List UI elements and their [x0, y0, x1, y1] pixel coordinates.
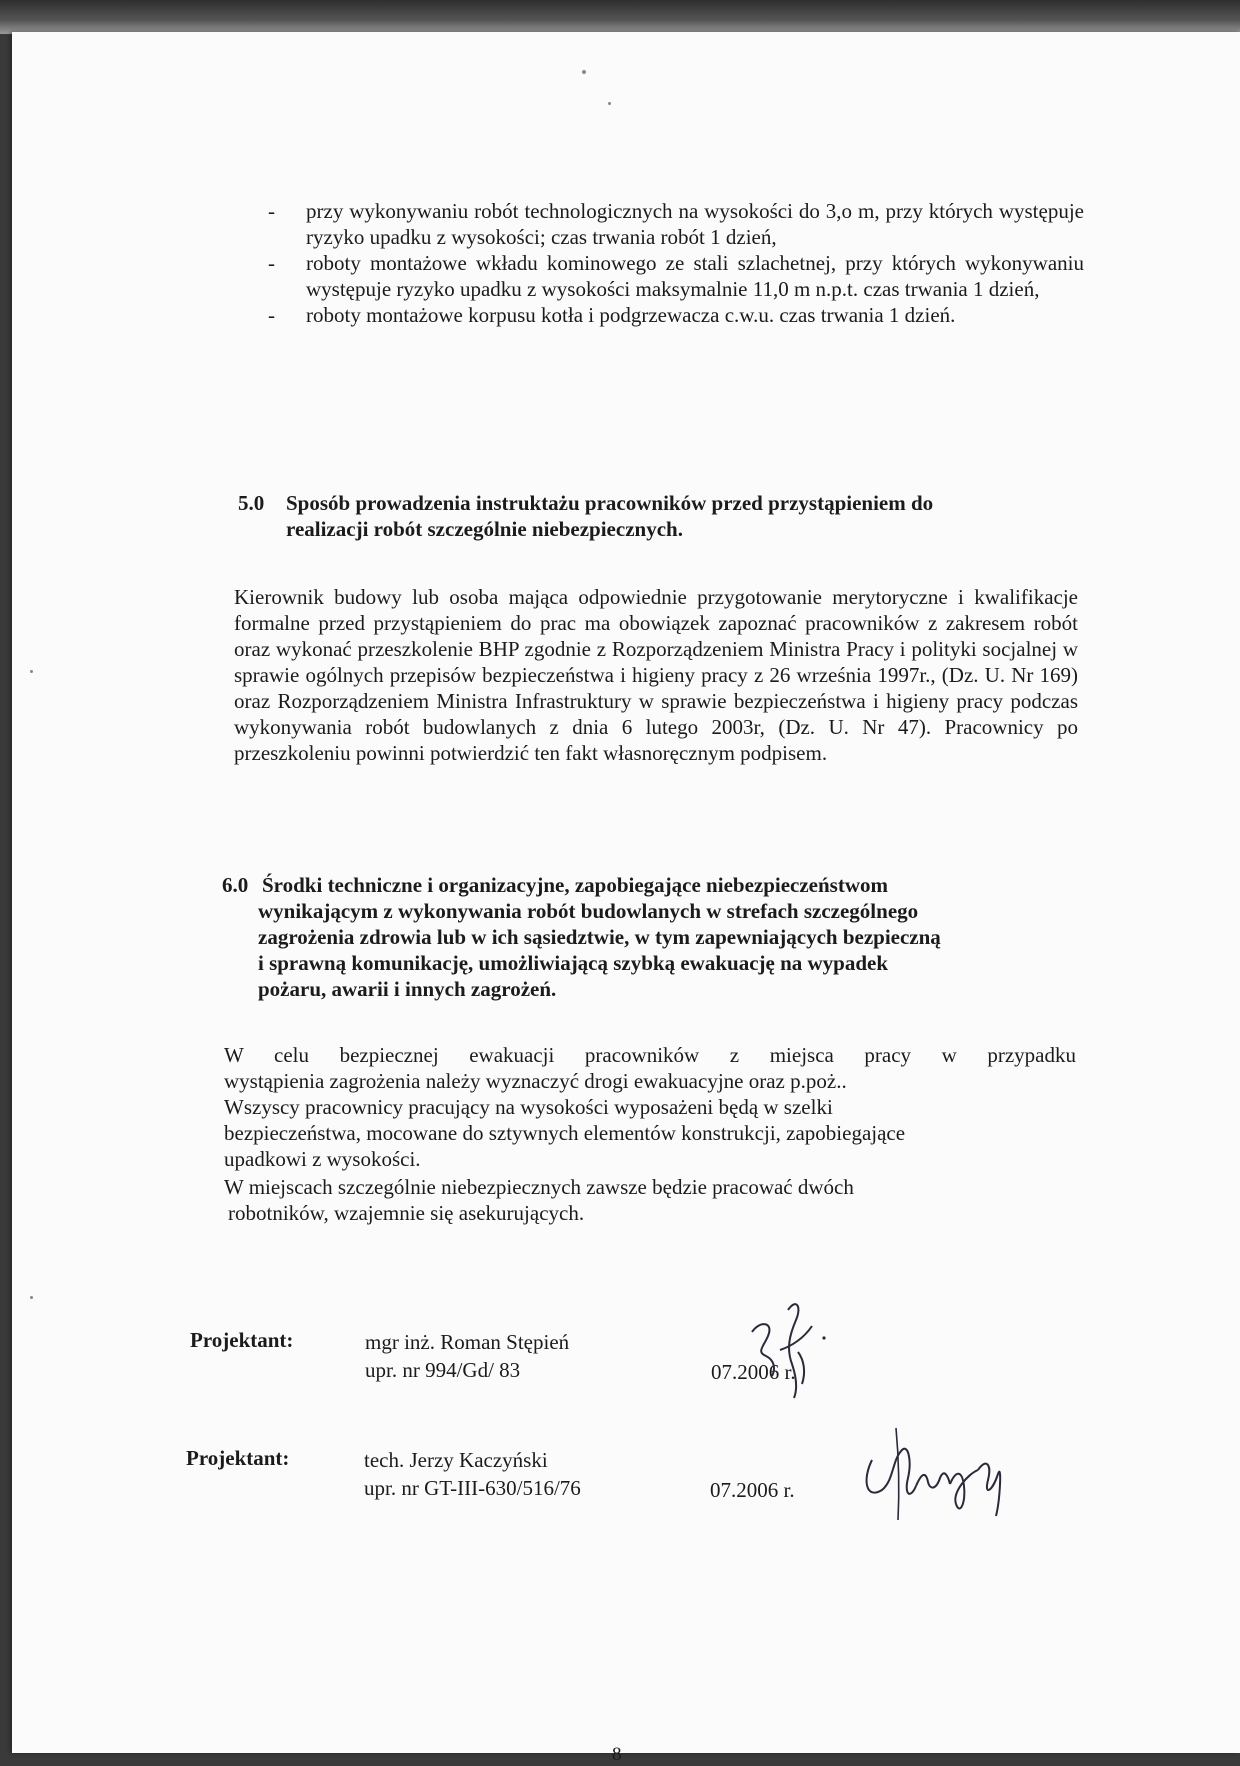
- scan-speck: [582, 70, 586, 74]
- list-item-text: przy wykonywaniu robót technologicznych na wysokości do 3,o m, przy których występuje ryzyko upadku z wysokości; czas trwania robót 1 dzień,: [306, 199, 1084, 249]
- paragraph-line: wystąpienia zagrożenia należy wyznaczyć drogi ewakuacyjne oraz p.poż..: [224, 1069, 847, 1093]
- paragraph-line: W miejscach szczególnie niebezpiecznych zawsze będzie pracować dwóch: [224, 1175, 854, 1199]
- section-6-paragraph-harness: [224, 1094, 1076, 1172]
- designer-name: mgr inż. Roman Stępień: [365, 1330, 570, 1354]
- section-5-heading: [238, 490, 1058, 542]
- designer-label: Projektant:: [186, 1446, 290, 1470]
- handwritten-signature-1: [740, 1290, 830, 1400]
- section-6-paragraph-workers: [224, 1174, 1076, 1226]
- section-title-line: i sprawną komunikację, umożliwiającą szybką ewakuację na wypadek: [258, 951, 889, 975]
- section-title-line: pożaru, awarii i innych zagrożeń.: [258, 977, 557, 1001]
- section-6-paragraph-evacuation: [224, 1042, 1076, 1094]
- section-number: 5.0: [238, 491, 265, 515]
- section-5-paragraph: Kierownik budowy lub osoba mająca odpowiednie przygotowanie merytoryczne i kwalifikacje formalne przed przystąpieniem do prac ma obowiązek zapoznać pracowników z zakresem robót oraz wykonać przeszkolenie BHP zgodnie z Rozporządzeniem Ministra Pracy i polityki socjalnej w sprawie ogólnych przepisów bezpieczeństwa i higieny pracy z 26 września 1997r., (Dz. U. Nr 169) oraz Rozporządzeniem Ministra Infrastruktury w sprawie bezpieczeństwa i higieny pracy podczas wykonywania robót budowlanych z dnia 6 lutego 2003r, (Dz. U. Nr 47). Pracownicy po przeszkoleniu powinni potwierdzić ten fakt własnoręcznym podpisem.: [234, 585, 1078, 765]
- designer-name: tech. Jerzy Kaczyński: [364, 1448, 548, 1472]
- scan-speck: [608, 102, 611, 105]
- signature-date: 07.2006 r.: [711, 1360, 796, 1384]
- list-item: - roboty montażowe korpusu kotła i podgrzewacza c.w.u. czas trwania 1 dzień.: [268, 303, 956, 327]
- designer-info: [364, 1446, 581, 1502]
- section-title-line: Środki techniczne i organizacyjne, zapobiegające niebezpieczeństwom: [262, 873, 889, 897]
- designer-label: Projektant:: [190, 1328, 294, 1352]
- designer-info: [365, 1328, 569, 1384]
- paragraph-line: upadkowi z wysokości.: [224, 1147, 421, 1171]
- scan-edge: [0, 0, 1240, 34]
- scan-speck: [30, 670, 33, 673]
- section-title-line: zagrożenia zdrowia lub w ich sąsiedztwie, w tym zapewniających bezpieczną: [258, 925, 941, 949]
- section-number: 6.0: [222, 873, 249, 897]
- designer-license: upr. nr GT-III-630/516/76: [364, 1476, 581, 1500]
- bullet-list: [268, 198, 1084, 328]
- section-title-line: realizacji robót szczególnie niebezpiecznych.: [286, 517, 683, 541]
- handwritten-signature-2: [852, 1420, 1012, 1530]
- list-item: - przy wykonywaniu robót technologicznych na wysokości do 3,o m, przy których występuje ryzyko upadku z wysokości; czas trwania robót 1 dzień,: [268, 199, 1084, 249]
- designer-license: upr. nr 994/Gd/ 83: [365, 1358, 521, 1382]
- list-item-text: roboty montażowe wkładu kominowego ze stali szlachetnej, przy których wykonywaniu występuje ryzyko upadku z wysokości maksymalnie 11,0 m n.p.t. czas trwania 1 dzień,: [306, 251, 1084, 301]
- section-title-line: wynikającym z wykonywania robót budowlanych w strefach szczególnego: [258, 899, 919, 923]
- paragraph-line: W celu bezpiecznej ewakuacji pracowników z miejsca pracy w przypadku: [224, 1043, 1076, 1067]
- list-item-text: roboty montażowe korpusu kotła i podgrzewacza c.w.u. czas trwania 1 dzień.: [306, 303, 956, 327]
- page-number: 8: [612, 1744, 622, 1765]
- paragraph-line: robotników, wzajemnie się asekurujących.: [228, 1201, 585, 1225]
- section-title-line: Sposób prowadzenia instruktażu pracowników przed przystąpieniem do: [286, 491, 934, 515]
- scan-speck: [30, 1296, 33, 1299]
- signature-date: 07.2006 r.: [710, 1478, 795, 1502]
- paragraph-line: Wszyscy pracownicy pracujący na wysokości wyposażeni będą w szelki: [224, 1095, 833, 1119]
- paragraph-line: bezpieczeństwa, mocowane do sztywnych elementów konstrukcji, zapobiegające: [224, 1121, 906, 1145]
- list-item: - roboty montażowe wkładu kominowego ze stali szlachetnej, przy których wykonywaniu występuje ryzyko upadku z wysokości maksymalnie 11,0 m n.p.t. czas trwania 1 dzień,: [268, 251, 1084, 301]
- section-6-heading: [222, 872, 1092, 1002]
